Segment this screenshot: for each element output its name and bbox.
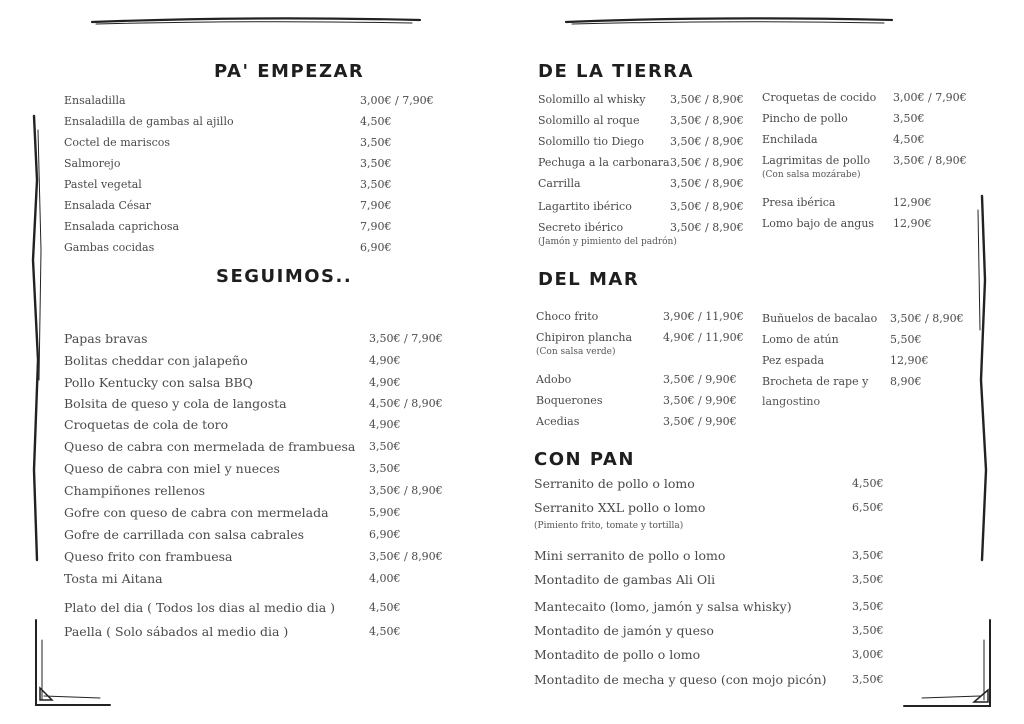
item-name: Brocheta de rape y [762,375,869,388]
item-name: Paella ( Solo sábados al medio dia ) [64,624,289,639]
item-price: 3,50€ [852,549,884,562]
item-price: 7,90€ [360,199,392,212]
item-price: 4,50€ [369,601,401,614]
item-name: Croquetas de cocido [762,91,877,104]
item-name: Ensalada caprichosa [64,220,180,233]
item-price: 3,90€ / 11,90€ [663,310,744,323]
item-price: 4,90€ [369,354,401,367]
item-name: Gofre con queso de cabra con mermelada [64,505,329,520]
item-price: 6,90€ [369,528,401,541]
item-price: 3,50€ / 8,90€ [670,177,744,190]
item-name: Carrilla [538,177,581,190]
section-title-con-pan: CON PAN [534,449,635,470]
item-name: Papas bravas [64,331,148,346]
item-price: 4,00€ [369,572,401,585]
item-name: Pollo Kentucky con salsa BBQ [64,375,253,390]
item-name: Lomo bajo de angus [762,217,875,230]
item-name: Mini serranito de pollo o lomo [534,548,726,563]
item-name: Serranito de pollo o lomo [534,476,695,491]
item-price: 3,50€ [852,624,884,637]
item-note: (Pimiento frito, tomate y tortilla) [534,521,684,531]
item-price: 8,90€ [890,375,922,388]
item-price: 3,50€ [852,673,884,686]
item-price: 3,50€ / 8,90€ [890,312,964,325]
item-price: 7,90€ [360,220,392,233]
item-price: 6,50€ [852,501,884,514]
item-price: 3,50€ [360,178,392,191]
item-name: Pez espada [762,354,825,367]
item-price: 3,50€ [369,440,401,453]
item-price: 3,50€ [360,157,392,170]
item-price: 3,50€ [360,136,392,149]
item-price: 3,50€ / 8,90€ [670,114,744,127]
item-price: 4,90€ / 11,90€ [663,331,744,344]
item-price: 3,50€ / 8,90€ [893,154,967,167]
item-price: 3,50€ [369,462,401,475]
item-price: 3,50€ / 9,90€ [663,394,737,407]
item-price: 3,50€ / 8,90€ [670,221,744,234]
item-name: Solomillo tio Diego [538,135,644,148]
item-name: Adobo [536,373,572,386]
item-price: 3,00€ / 7,90€ [360,94,434,107]
item-price: 3,50€ [852,600,884,613]
section-title-pa-empezar: PA' EMPEZAR [214,61,365,82]
item-name: Queso de cabra con mermelada de frambuesa [64,439,356,454]
item-price: 4,90€ [369,418,401,431]
item-note: (Con salsa verde) [536,347,616,357]
item-price: 3,50€ / 8,90€ [670,135,744,148]
item-name: Montadito de jamón y queso [534,623,714,638]
item-price: 12,90€ [893,217,932,230]
item-price: 3,50€ / 8,90€ [670,200,744,213]
item-name: Lomo de atún [762,333,839,346]
section-title-de-la-tierra: DE LA TIERRA [538,61,695,82]
item-name: Chipiron plancha [536,331,633,344]
item-price: 4,50€ [369,625,401,638]
item-price: 3,50€ [852,573,884,586]
item-name: Acedias [536,415,580,428]
item-price: 3,50€ / 8,90€ [670,156,744,169]
item-name: Montadito de mecha y queso (con mojo picón) [534,672,827,687]
item-name: Coctel de mariscos [64,136,171,149]
item-price: 3,50€ / 8,90€ [670,93,744,106]
item-price: 3,50€ / 9,90€ [663,415,737,428]
section-title-seguimos: SEGUIMOS.. [216,266,353,287]
item-name: Bolsita de queso y cola de langosta [64,396,287,411]
item-name: Secreto ibérico [538,221,624,234]
item-name: Lagartito ibérico [538,200,632,213]
item-name: Montadito de pollo o lomo [534,647,701,662]
item-price: 3,00€ / 7,90€ [893,91,967,104]
item-price: 6,90€ [360,241,392,254]
item-name: Lagrimitas de pollo [762,154,871,167]
item-price: 4,50€ [360,115,392,128]
item-name: Ensalada César [64,199,151,212]
item-price: 4,50€ [893,133,925,146]
item-name: Solomillo al whisky [538,93,646,106]
item-price: 4,90€ [369,376,401,389]
item-name: Enchilada [762,133,818,146]
item-name: Mantecaito (lomo, jamón y salsa whisky) [534,599,792,614]
item-name: Serranito XXL pollo o lomo [534,500,706,515]
item-name: Boquerones [536,394,603,407]
right-page [512,0,1024,724]
item-price: 3,50€ / 8,90€ [369,484,443,497]
item-name: Pastel vegetal [64,178,142,191]
item-name: Ensaladilla de gambas al ajillo [64,115,234,128]
item-price: 4,50€ [852,477,884,490]
item-name: Pechuga a la carbonara [538,156,670,169]
item-note: (Jamón y pimiento del padrón) [538,237,677,247]
item-name: Choco frito [536,310,599,323]
item-price: 3,00€ [852,648,884,661]
section-title-del-mar: DEL MAR [538,269,640,290]
item-name: Queso frito con frambuesa [64,549,233,564]
item-name: Plato del dia ( Todos los dias al medio dia ) [64,600,336,615]
item-name: Croquetas de cola de toro [64,417,229,432]
item-price: 3,50€ / 9,90€ [663,373,737,386]
item-price: 12,90€ [893,196,932,209]
item-name: Bolitas cheddar con jalapeño [64,353,248,368]
item-name: Tosta mi Aitana [64,571,163,586]
item-name: Buñuelos de bacalao [762,312,878,325]
item-name: Salmorejo [64,157,121,170]
item-name-cont: langostino [762,395,821,408]
item-name: Pincho de pollo [762,112,848,125]
item-name: Presa ibérica [762,196,836,209]
item-price: 3,50€ / 8,90€ [369,550,443,563]
item-name: Queso de cabra con miel y nueces [64,461,280,476]
item-price: 12,90€ [890,354,929,367]
item-price: 3,50€ [893,112,925,125]
item-name: Solomillo al roque [538,114,640,127]
item-price: 3,50€ / 7,90€ [369,332,443,345]
item-name: Gambas cocidas [64,241,155,254]
item-price: 4,50€ / 8,90€ [369,397,443,410]
item-note: (Con salsa mozárabe) [762,170,861,180]
item-price: 5,50€ [890,333,922,346]
item-name: Champiñones rellenos [64,483,206,498]
item-name: Gofre de carrillada con salsa cabrales [64,527,305,542]
item-price: 5,90€ [369,506,401,519]
item-name: Ensaladilla [64,94,126,107]
item-name: Montadito de gambas Ali Oli [534,572,716,587]
